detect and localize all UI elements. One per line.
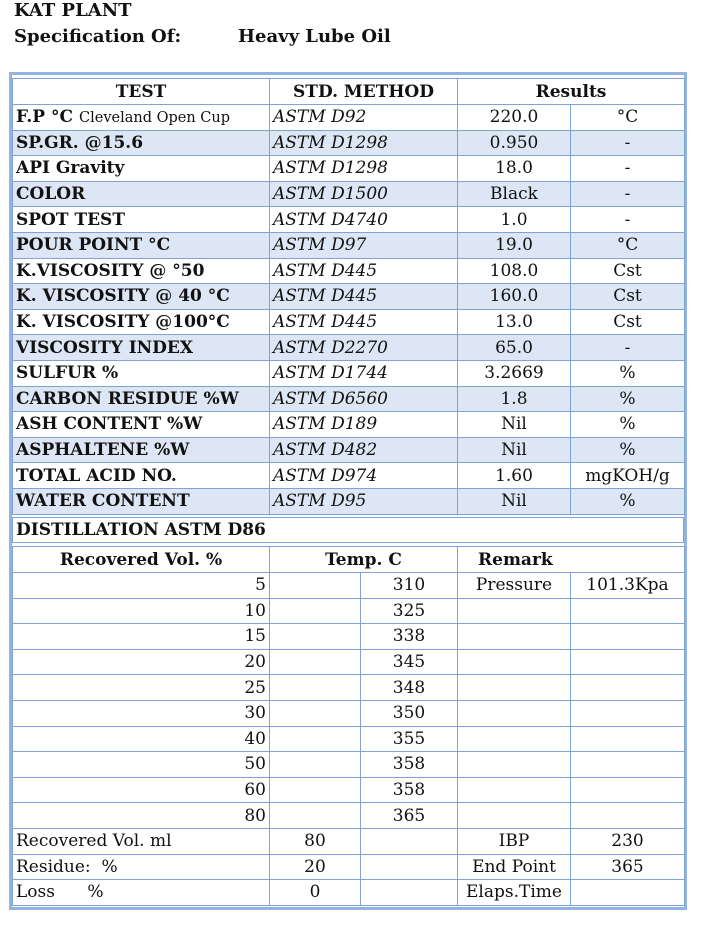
header-results: Results [458,79,685,105]
summary-value: 20 [270,854,361,880]
distillation-row [13,573,685,599]
spec-table [12,78,685,515]
temp-spacer [270,777,361,803]
test-method: ASTM D445 [270,284,458,310]
summary-label: Recovered Vol. ml [13,829,270,855]
remark-empty [458,726,571,752]
test-name [13,181,270,207]
temp-value: 348 [361,675,458,701]
plant-name: KAT PLANT [14,0,132,21]
test-method: ASTM D95 [270,488,458,514]
distillation-table [12,546,685,829]
remark-value: 101.3Kpa [571,573,685,599]
test-method: ASTM D445 [270,258,458,284]
summary-key: End Point [458,854,571,880]
result-unit: - [571,130,685,156]
test-method: ASTM D97 [270,232,458,258]
test-method: ASTM D445 [270,309,458,335]
result-unit: % [571,488,685,514]
remark-empty [458,803,571,829]
temp-spacer [270,752,361,778]
test-method: ASTM D2270 [270,335,458,361]
temp-spacer [270,573,361,599]
test-name-label: CARBON RESIDUE %W [16,388,239,409]
test-name-label: TOTAL ACID NO. [16,465,177,486]
temp-value: 358 [361,777,458,803]
temp-spacer [270,649,361,675]
result-value: 220.0 [458,105,571,131]
summary-label: Loss % [13,880,270,906]
test-name-label: COLOR [16,184,86,205]
result-unit: Cst [571,309,685,335]
test-name [13,412,270,438]
remark-empty [571,624,685,650]
spec-row [13,437,685,463]
test-name [13,386,270,412]
summary-value: 0 [270,880,361,906]
summary-value: 80 [270,829,361,855]
spec-row [13,232,685,258]
temp-spacer [270,624,361,650]
result-value: 1.60 [458,463,571,489]
spec-row [13,105,685,131]
result-value: 3.2669 [458,360,571,386]
summary-label: Residue: % [13,854,270,880]
test-name-label: ASPHALTENE %W [16,440,190,461]
summary-key: IBP [458,829,571,855]
test-method: ASTM D189 [270,412,458,438]
recovered-vol: 80 [13,803,270,829]
distillation-row [13,649,685,675]
remark-empty [571,675,685,701]
remark-empty [571,777,685,803]
distillation-row [13,598,685,624]
spec-row [13,488,685,514]
test-name-label: K. VISCOSITY @ 40 °C [16,286,230,307]
temp-value: 325 [361,598,458,624]
recovered-vol: 25 [13,675,270,701]
summary-row [13,854,685,880]
spec-row [13,412,685,438]
header-test: TEST [13,79,270,105]
result-value: 108.0 [458,258,571,284]
test-name [13,488,270,514]
result-value: 1.8 [458,386,571,412]
distillation-row [13,726,685,752]
spec-row [13,386,685,412]
recovered-vol: 20 [13,649,270,675]
distillation-title: DISTILLATION ASTM D86 [12,517,684,543]
distillation-header-row [13,547,685,573]
test-name-label: WATER CONTENT [16,491,190,512]
spec-label: Specification Of: [14,26,182,47]
test-name-label: SULFUR % [16,363,119,384]
summary-key-value: 230 [571,829,685,855]
result-unit: - [571,181,685,207]
test-name-label: K. VISCOSITY @100°C [16,312,230,333]
summary-spacer [361,829,458,855]
temp-spacer [270,598,361,624]
result-unit: Cst [571,258,685,284]
recovered-vol: 60 [13,777,270,803]
test-name [13,156,270,182]
summary-spacer [361,854,458,880]
test-method: ASTM D1298 [270,156,458,182]
test-method: ASTM D1744 [270,360,458,386]
temp-value: 345 [361,649,458,675]
remark-empty [571,726,685,752]
test-name-label: K.VISCOSITY @ °50 [16,260,205,281]
temp-value: 310 [361,573,458,599]
result-value: 0.950 [458,130,571,156]
recovered-vol: 15 [13,624,270,650]
test-name [13,207,270,233]
result-unit: - [571,335,685,361]
result-unit: °C [571,232,685,258]
remark-empty [458,752,571,778]
temp-value: 358 [361,752,458,778]
result-value: 19.0 [458,232,571,258]
test-name [13,437,270,463]
test-name-label: SP.GR. @15.6 [16,132,144,153]
spec-row [13,284,685,310]
remark-empty [458,700,571,726]
remark-empty [458,777,571,803]
result-value: 65.0 [458,335,571,361]
temp-spacer [270,675,361,701]
result-unit: % [571,360,685,386]
result-value: 160.0 [458,284,571,310]
header-temp: Temp. C [270,547,458,573]
summary-key-value: 365 [571,854,685,880]
test-method: ASTM D974 [270,463,458,489]
test-name [13,258,270,284]
test-name [13,335,270,361]
temp-value: 350 [361,700,458,726]
summary-row [13,829,685,855]
test-method: ASTM D482 [270,437,458,463]
temp-value: 365 [361,803,458,829]
test-name-label: VISCOSITY INDEX [16,337,194,358]
spec-row [13,258,685,284]
test-name-label: API Gravity [16,158,125,179]
distillation-row [13,803,685,829]
spec-row [13,335,685,361]
distillation-row [13,624,685,650]
distillation-row [13,675,685,701]
spec-row [13,181,685,207]
test-name-label: SPOT TEST [16,209,125,230]
header-recovered-vol: Recovered Vol. % [13,547,270,573]
test-name [13,105,270,131]
distillation-row [13,752,685,778]
remark-empty [458,598,571,624]
remark-label: Pressure [458,573,571,599]
summary-table [12,828,685,906]
remark-empty [458,649,571,675]
distillation-row [13,700,685,726]
result-unit: mgKOH/g [571,463,685,489]
test-name-label: F.P °C [16,107,74,128]
test-method: ASTM D92 [270,105,458,131]
remark-empty [458,624,571,650]
recovered-vol: 30 [13,700,270,726]
result-unit: Cst [571,284,685,310]
test-method: ASTM D1298 [270,130,458,156]
summary-key-value [571,880,685,906]
result-value: Nil [458,488,571,514]
distillation-row [13,777,685,803]
result-value: Nil [458,437,571,463]
header-method: STD. METHOD [270,79,458,105]
result-unit: °C [571,105,685,131]
result-value: Black [458,181,571,207]
recovered-vol: 10 [13,598,270,624]
temp-spacer [270,700,361,726]
test-subtitle: Cleveland Open Cup [79,110,231,127]
result-unit: % [571,437,685,463]
result-unit: % [571,386,685,412]
test-name-label: POUR POINT °C [16,235,171,256]
summary-key: Elaps.Time [458,880,571,906]
temp-spacer [270,803,361,829]
result-unit: % [571,412,685,438]
result-value: 18.0 [458,156,571,182]
remark-empty [571,700,685,726]
temp-value: 355 [361,726,458,752]
remark-empty [571,803,685,829]
summary-row [13,880,685,906]
spec-row [13,309,685,335]
remark-empty [571,649,685,675]
test-method: ASTM D4740 [270,207,458,233]
spec-row [13,156,685,182]
spec-header-row [13,79,685,105]
test-method: ASTM D1500 [270,181,458,207]
remark-empty [571,752,685,778]
test-name [13,309,270,335]
summary-spacer [361,880,458,906]
test-name [13,130,270,156]
test-name [13,232,270,258]
remark-empty [458,675,571,701]
test-method: ASTM D6560 [270,386,458,412]
spec-row [13,130,685,156]
test-name [13,463,270,489]
temp-spacer [270,726,361,752]
test-name-label: ASH CONTENT %W [16,414,203,435]
result-value: Nil [458,412,571,438]
recovered-vol: 5 [13,573,270,599]
result-value: 13.0 [458,309,571,335]
result-unit: - [571,156,685,182]
remark-empty [571,598,685,624]
header-remark: Remark [458,547,685,573]
test-name [13,284,270,310]
spec-row [13,360,685,386]
recovered-vol: 40 [13,726,270,752]
result-unit: - [571,207,685,233]
spec-row [13,207,685,233]
recovered-vol: 50 [13,752,270,778]
product-name: Heavy Lube Oil [238,26,391,47]
test-name [13,360,270,386]
result-value: 1.0 [458,207,571,233]
spec-row [13,463,685,489]
temp-value: 338 [361,624,458,650]
